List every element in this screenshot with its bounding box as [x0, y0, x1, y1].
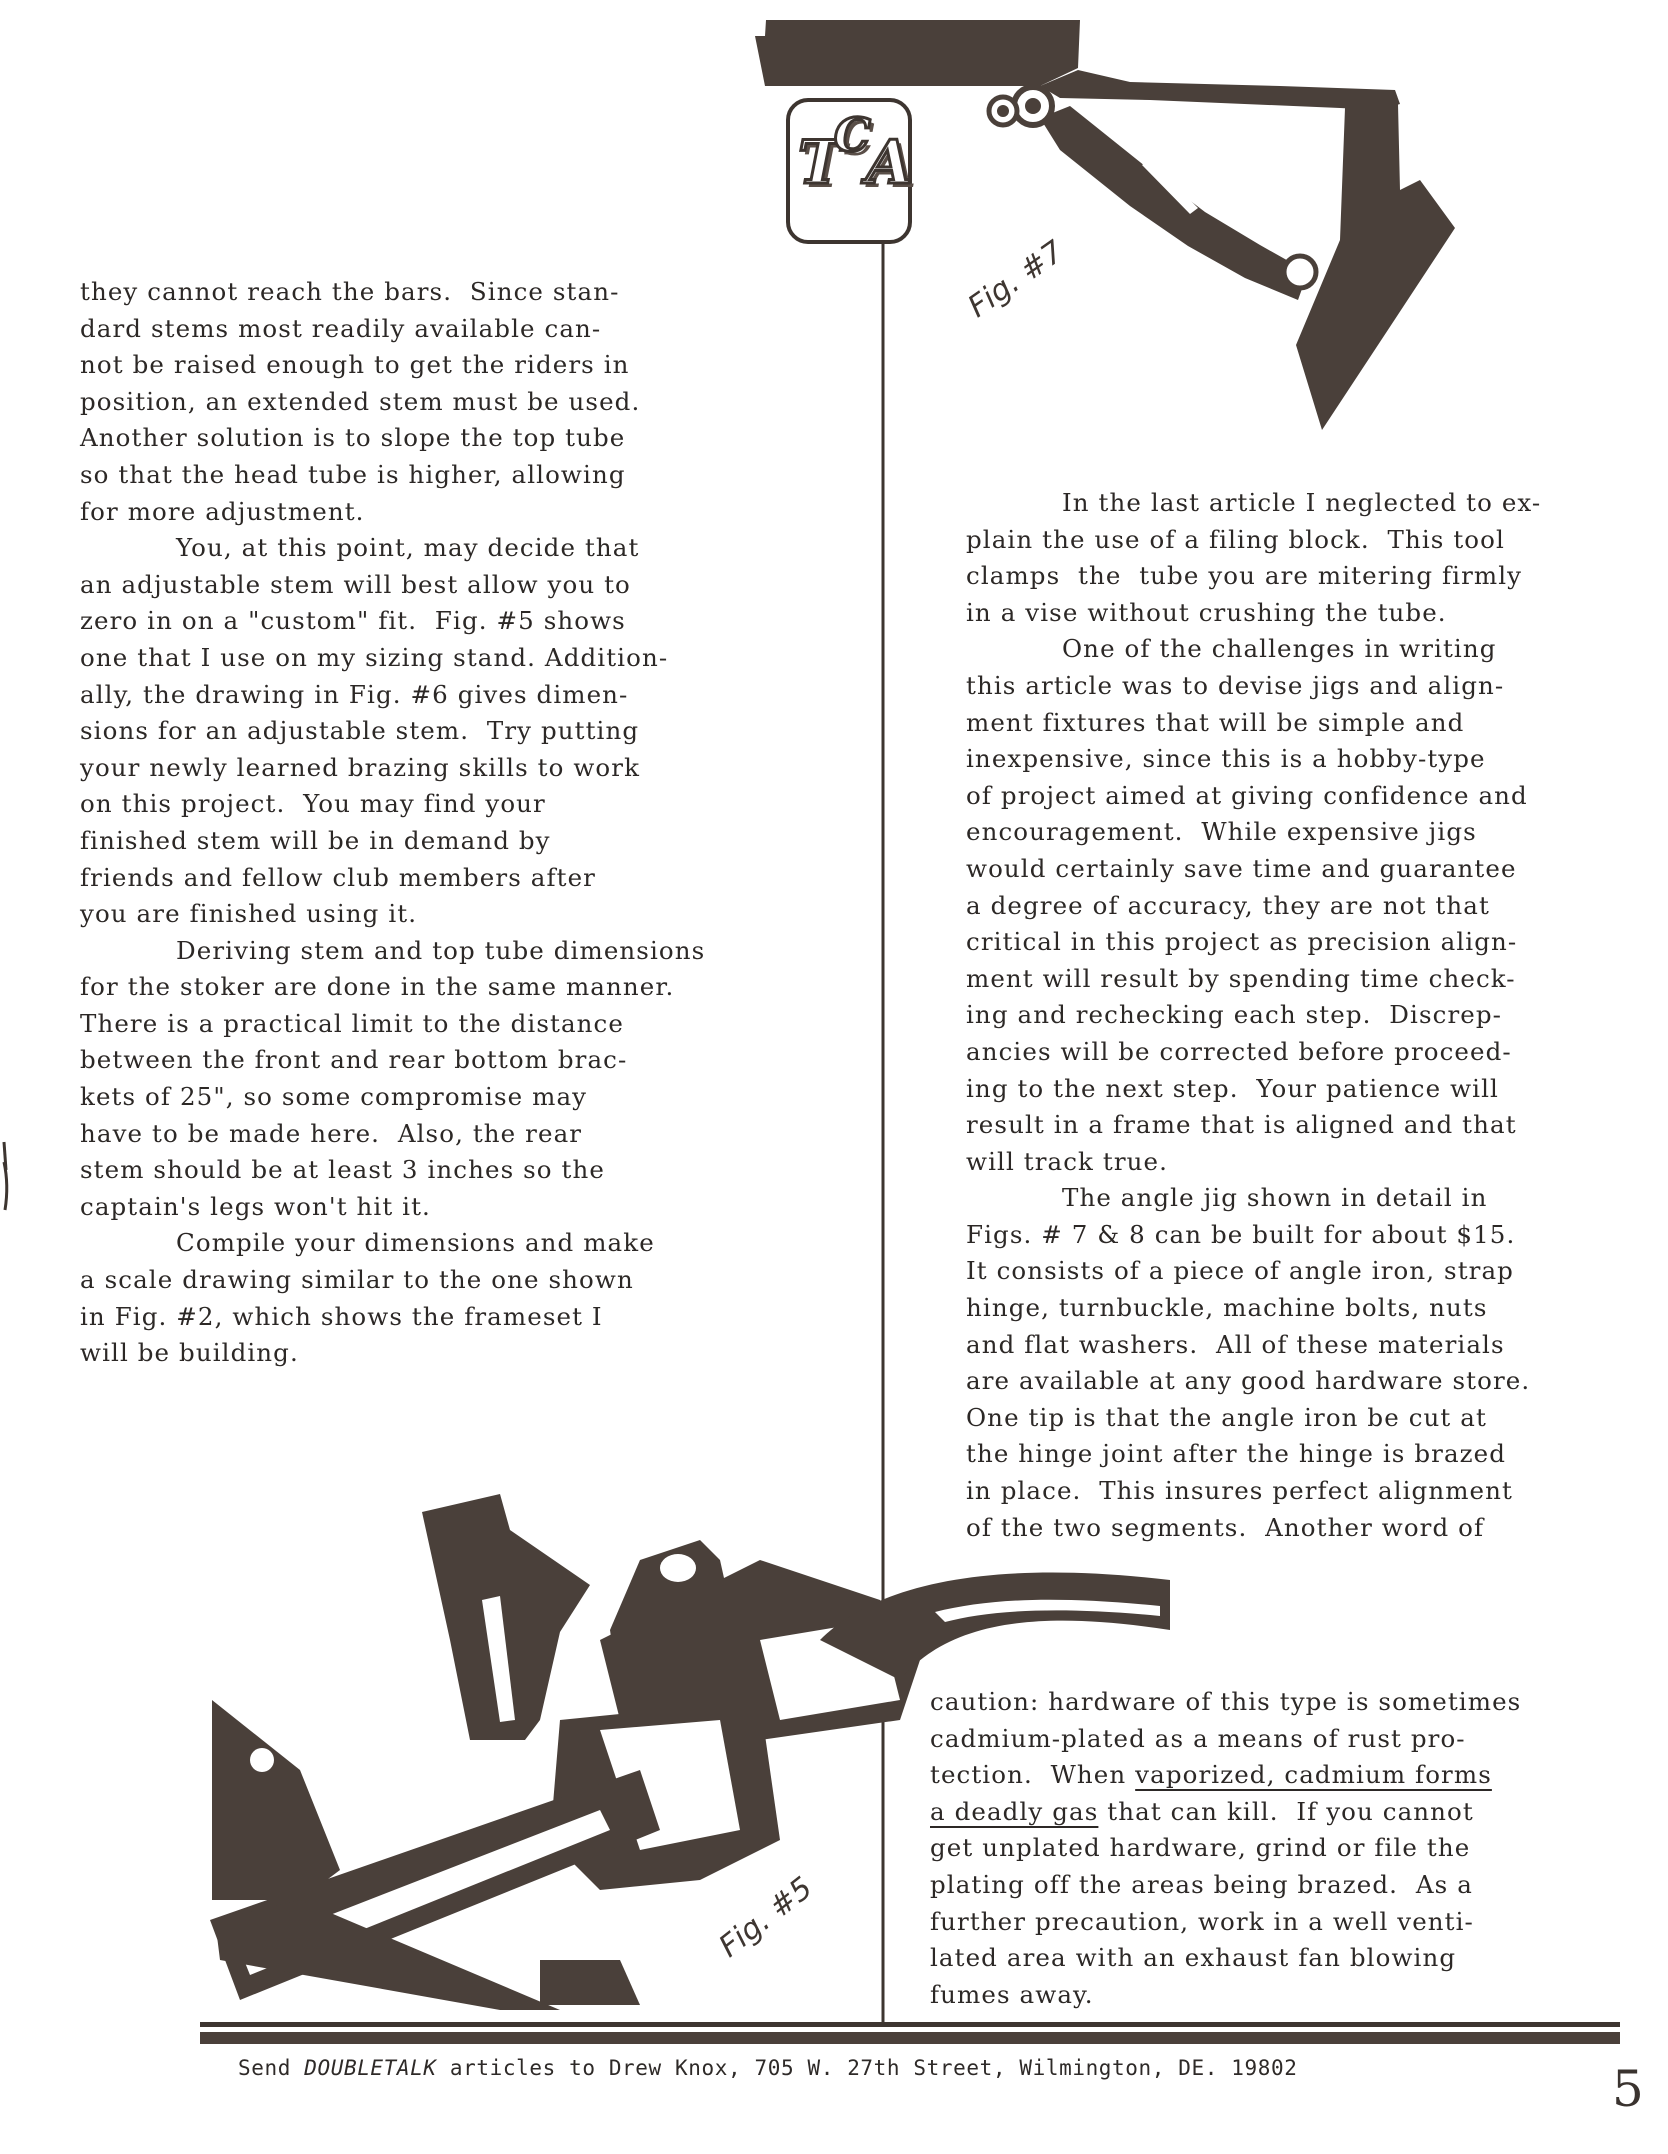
- text-line: not be raised enough to get the riders in: [80, 350, 630, 380]
- fig5-label: Fig. #5: [712, 1870, 820, 1965]
- fig7-label: Fig. #7: [961, 234, 1071, 325]
- text-line: ancies will be corrected before proceed-: [966, 1036, 1512, 1066]
- page-number: 5: [1612, 2060, 1644, 2118]
- text-line: stem should be at least 3 inches so the: [80, 1155, 605, 1185]
- footer-submission-note: [238, 2056, 1297, 2080]
- text-line: Another solution is to slope the top tube: [80, 423, 626, 453]
- text-line: lated area with an exhaust fan blowing: [930, 1943, 1457, 1973]
- text-line: so that the head tube is higher, allowing: [80, 459, 626, 489]
- text-line: for the stoker are done in the same manner.: [80, 972, 675, 1002]
- text-line: clamps the tube you are mitering firmly: [966, 561, 1523, 591]
- text-line: There is a practical limit to the distance: [80, 1008, 624, 1038]
- text-line: they cannot reach the bars. Since stan-: [80, 277, 620, 306]
- text-line: Figs. # 7 & 8 can be built for about $15.: [966, 1219, 1516, 1249]
- tca-logo-letter-c: C: [834, 108, 871, 162]
- text-line: The angle jig shown in detail in: [1062, 1183, 1488, 1213]
- text-line: on this project. You may find your: [80, 789, 546, 819]
- text-line: position, an extended stem must be used.: [80, 386, 641, 416]
- left-column-text: [80, 274, 705, 1372]
- caution-paragraph: [930, 1684, 1521, 2013]
- text-line: inexpensive, since this is a hobby-type: [966, 744, 1486, 774]
- text-line: in place. This insures perfect alignment: [966, 1476, 1513, 1506]
- text-line: and flat washers. All of these materials: [966, 1329, 1505, 1359]
- text-line: finished stem will be in demand by: [80, 825, 551, 855]
- footer-rule-thick: [200, 2032, 1620, 2044]
- text-line: result in a frame that is aligned and that: [966, 1110, 1517, 1140]
- tca-logo: [786, 98, 912, 244]
- text-line: in a vise without crushing the tube.: [966, 597, 1447, 627]
- text-line: in Fig. #2, which shows the frameset I: [80, 1301, 603, 1331]
- text-line: ing to the next step. Your patience will: [966, 1073, 1499, 1103]
- text-line: ally, the drawing in Fig. #6 gives dimen-: [80, 679, 629, 709]
- text-line: You, at this point, may decide that: [176, 533, 640, 563]
- tca-logo-letter-t: T: [798, 128, 843, 198]
- footer-rule-thin: [200, 2022, 1620, 2027]
- text-line: kets of 25", so some compromise may: [80, 1082, 588, 1112]
- binding-mark: [4, 1162, 7, 1210]
- text-line: are available at any good hardware store.: [966, 1366, 1531, 1396]
- text-line: One tip is that the angle iron be cut at: [966, 1402, 1487, 1432]
- text-line: sions for an adjustable stem. Try putting: [80, 716, 640, 746]
- footer-magazine-name: DOUBLETALK: [304, 2056, 437, 2080]
- text-line: ing and rechecking each step. Discrep-: [966, 1000, 1503, 1030]
- text-fragment: tection. When: [930, 1760, 1136, 1790]
- text-line: friends and fellow club members after: [80, 862, 596, 892]
- footer-send: Send: [238, 2056, 305, 2080]
- text-line: get unplated hardware, grind or file the: [930, 1833, 1471, 1863]
- text-line: for more adjustment.: [80, 496, 365, 526]
- underlined-warning: vaporized, cadmium forms: [1135, 1760, 1492, 1790]
- text-line: hinge, turnbuckle, machine bolts, nuts: [966, 1293, 1488, 1323]
- tca-logo-letter-a: A: [866, 128, 913, 198]
- text-line: an adjustable stem will best allow you to: [80, 569, 631, 599]
- text-line: you are finished using it.: [80, 899, 418, 929]
- footer-address: articles to Drew Knox, 705 W. 27th Street, Wilmington, DE. 19802: [436, 2056, 1298, 2080]
- text-line: In the last article I neglected to ex-: [1062, 488, 1542, 517]
- text-line: this article was to devise jigs and align-: [966, 670, 1505, 700]
- text-line: further precaution, work in a well venti-: [930, 1906, 1474, 1936]
- text-line: will be building.: [80, 1338, 299, 1368]
- text-line: caution: hardware of this type is sometimes: [930, 1687, 1522, 1716]
- text-line: ment fixtures that will be simple and: [966, 707, 1465, 737]
- text-line: plating off the areas being brazed. As a: [930, 1869, 1473, 1899]
- text-line: will track true.: [966, 1146, 1169, 1176]
- text-line: one that I use on my sizing stand. Addition-: [80, 642, 669, 672]
- text-fragment: that can kill. If you cannot: [1098, 1796, 1474, 1826]
- text-line: your newly learned brazing skills to work: [80, 752, 641, 782]
- right-column-text: [966, 485, 1541, 1546]
- text-line: of project aimed at giving confidence and: [966, 780, 1528, 810]
- text-line: critical in this project as precision align-: [966, 927, 1518, 957]
- text-line: It consists of a piece of angle iron, strap: [966, 1256, 1514, 1286]
- text-line: plain the use of a filing block. This tool: [966, 524, 1505, 554]
- text-line: zero in on a "custom" fit. Fig. #5 shows: [80, 606, 626, 636]
- text-line: [930, 1794, 1521, 1831]
- text-line: Compile your dimensions and make: [176, 1228, 655, 1258]
- text-line: a degree of accuracy, they are not that: [966, 890, 1490, 920]
- text-line: a scale drawing similar to the one shown: [80, 1265, 634, 1295]
- text-line: have to be made here. Also, the rear: [80, 1118, 583, 1148]
- text-line: between the front and rear bottom brac-: [80, 1045, 628, 1075]
- text-line: Deriving stem and top tube dimensions: [176, 935, 706, 965]
- text-line: ment will result by spending time check-: [966, 963, 1516, 993]
- text-line: of the two segments. Another word of: [966, 1512, 1485, 1542]
- text-line: fumes away.: [930, 1979, 1094, 2009]
- text-line: captain's legs won't hit it.: [80, 1191, 431, 1221]
- text-line: cadmium-plated as a means of rust pro-: [930, 1723, 1466, 1753]
- text-line: the hinge joint after the hinge is brazed: [966, 1439, 1507, 1469]
- text-line: would certainly save time and guarantee: [966, 853, 1517, 883]
- underlined-warning: a deadly gas: [930, 1796, 1099, 1826]
- text-line: One of the challenges in writing: [1062, 634, 1497, 664]
- text-line: [930, 1757, 1521, 1794]
- text-line: dard stems most readily available can-: [80, 313, 602, 343]
- text-line: encouragement. While expensive jigs: [966, 817, 1477, 847]
